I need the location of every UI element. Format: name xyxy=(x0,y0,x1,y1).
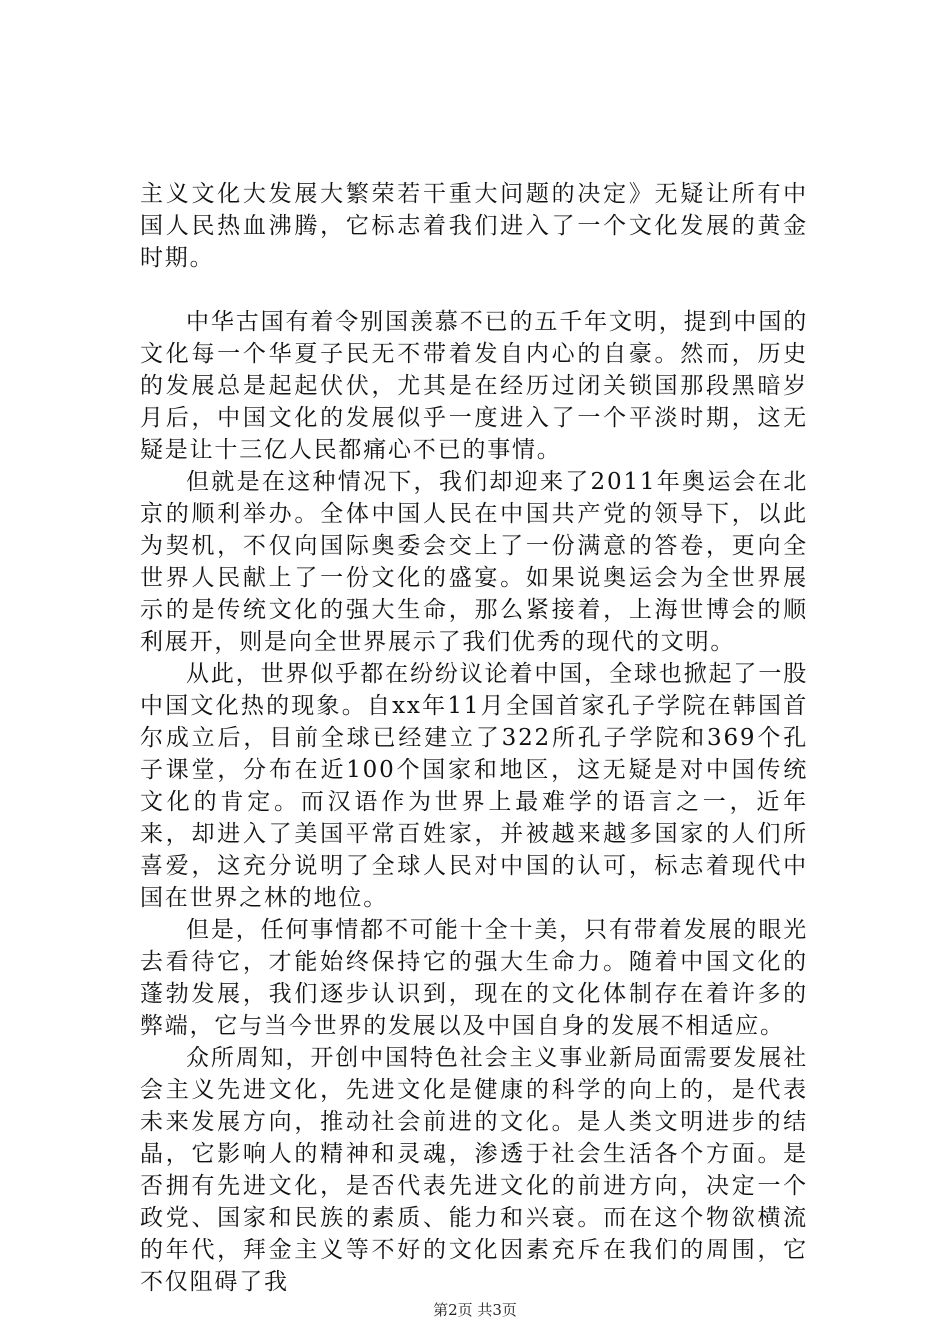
paragraph-advanced-culture: 众所周知，开创中国特色社会主义事业新局面需要发展社会主义先进文化，先进文化是健康的科学的向上的，是代表未来发展方向，推动社会前进的文化。是人类文明进步的结晶，它影响人的精神和灵魂，渗透于社会生活各个方面。是否拥有先进文化，是否代表先进文化的前进方向，决定一个政党、国家和民族的素质、能力和兴衰。而在这个物欲横流的年代，拜金主义等不好的文化因素充斥在我们的周围，它不仅阻碍了我 xyxy=(140,1045,808,1295)
paragraph-continuation: 主义文化大发展大繁荣若干重大问题的决定》无疑让所有中国人民热血沸腾，它标志着我们进入了一个文化发展的黄金时期。 xyxy=(140,181,808,271)
document-body xyxy=(140,178,808,1298)
paragraph-ancient-civilization: 中华古国有着令别国羡慕不已的五千年文明，提到中国的文化每一个华夏子民无不带着发自内心的自豪。然而，历史的发展总是起起伏伏，尤其是在经历过闭关锁国那段黑暗岁月后，中国文化的发展似乎一度进入了一个平淡时期，这无疑是让十三亿人民都痛心不已的事情。 xyxy=(140,309,808,463)
paragraph-cultural-system: 但是，任何事情都不可能十全十美，只有带着发展的眼光去看待它，才能始终保持它的强大生命力。随着中国文化的蓬勃发展，我们逐步认识到，现在的文化体制存在着许多的弊端，它与当今世界的发展以及中国自身的发展不相适应。 xyxy=(140,917,808,1039)
page-number-footer: 第2页 共3页 xyxy=(433,1301,517,1319)
paragraph-olympics: 但就是在这种情况下，我们却迎来了2011年奥运会在北京的顺利举办。全体中国人民在中国共产党的领导下，以此为契机，不仅向国际奥委会交上了一份满意的答卷，更向全世界人民献上了一份文化的盛宴。如果说奥运会为全世界展示的是传统文化的强大生命，那么紧接着，上海世博会的顺利展开，则是向全世界展示了我们优秀的现代的文明。 xyxy=(140,469,808,655)
paragraph-confucius-institutes: 从此，世界似乎都在纷纷议论着中国，全球也掀起了一股中国文化热的现象。自xx年11月全国首家孔子学院在韩国首尔成立后，目前全球已经建立了322所孔子学院和369个孔子课堂，分布在近100个国家和地区，这无疑是对中国传统文化的肯定。而汉语作为世界上最难学的语言之一，近年来，却进入了美国平常百姓家，并被越来越多国家的人们所喜爱，这充分说明了全球人民对中国的认可，标志着现代中国在世界之林的地位。 xyxy=(140,661,808,911)
